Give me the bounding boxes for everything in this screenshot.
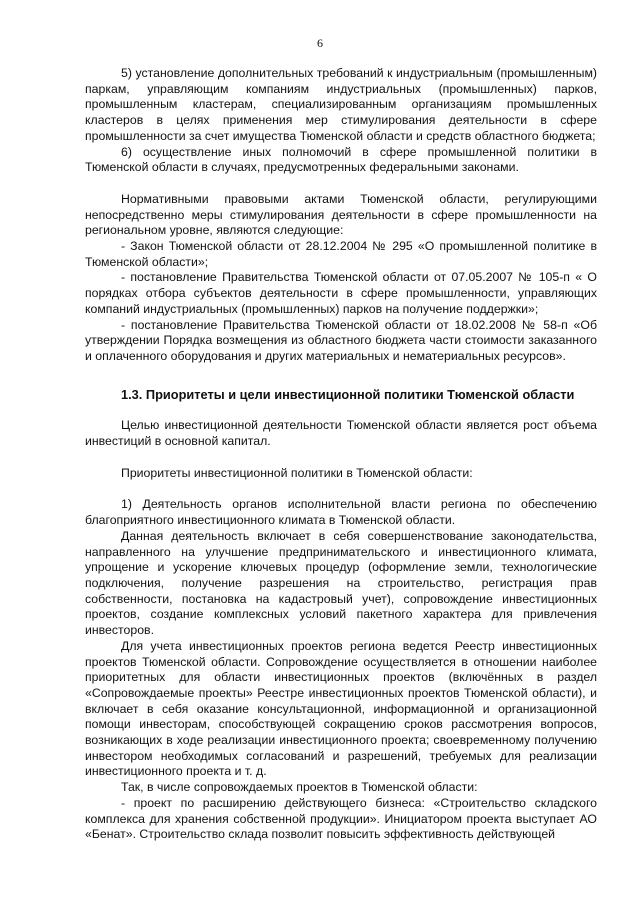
paragraph-projects-intro: Так, в числе сопровождаемых проектов в Тюменской области:: [121, 780, 478, 795]
paragraph-registry: Для учета инвестиционных проектов региона ведется Реестр инвестиционных проектов Тюменской области. Сопровождение осуществляется в отношении наиболее приоритетных для области инвестиционных проектов (включённых в раздел «Сопровождаемые проекты» Реестре инвестиционных проектов Тюменской области), и включает в себя оказание консультационной, информационной и организационной помощи инвесторам, способствующей сокращению сроков рассмотрения вопросов, возникающих в ходе реализации инвестиционного проекта; своевременному получению инвестором необходимых согласований и разрешений, требуемых для реализации инвестиционного проекта и т. д.: [85, 638, 597, 779]
paragraph-priority-1: 1) Деятельность органов исполнительной власти региона по обеспечению благоприятного инвестиционного климата в Тюменской области.: [85, 497, 597, 528]
paragraph-priorities-intro: Приоритеты инвестиционной политики в Тюменской области:: [121, 465, 473, 480]
list-item-resolution-58: - постановление Правительства Тюменской области от 18.02.2008 № 58-п «Об утверждении Порядка возмещения из областного бюджета части стоимости заказанного и оплаченного оборудования и других материальных и нематериальных ресурсов».: [85, 317, 597, 363]
paragraph-goal: Целью инвестиционной деятельности Тюменской области является рост объема инвестиций в основной капитал.: [85, 418, 597, 449]
paragraph-item-6: 6) осуществление иных полномочий в сфере промышленной политики в Тюменской области в случаях, предусмотренных федеральными законами.: [85, 144, 597, 175]
paragraph-project-benat: - проект по расширению действующего бизнеса: «Строительство складского комплекса для хранения собственной продукции». Инициатором проекта выступает АО «Бенат». Строительство склада позволит повысить эффективность действующей: [85, 795, 597, 842]
paragraph-activity: Данная деятельность включает в себя совершенствование законодательства, направленного на улучшение предпринимательского и инвестиционного климата, упрощение и ускорение ключевых процедур (оформление земли, технологические подключения, получение разрешения на строительство, регистрация прав собственности, постановка на кадастровый учет), сопровождение инвестиционных проектов, создание комплексных условий пакетного характера для привлечения инвесторов.: [85, 528, 597, 638]
list-item-law: - Закон Тюменской области от 28.12.2004 № 295 «О промышленной политике в Тюменской области»;: [85, 239, 597, 269]
paragraph-normative-acts: Нормативными правовыми актами Тюменской области, регулирующими непосредственно меры стимулирования деятельности в сфере промышленности на региональном уровне, являются следующие:: [85, 191, 597, 238]
paragraph-item-5: 5) установление дополнительных требований к индустриальным (промышленным) паркам, управляющим компаниям индустриальных (промышленных) парков, промышленным кластерам, специализированным организациям промышленных кластеров в целях применения мер стимулирования деятельности в сфере промышленности за счет имущества Тюменской области и средств областного бюджета;: [85, 66, 597, 143]
section-heading: 1.3. Приоритеты и цели инвестиционной политики Тюменской области: [121, 386, 575, 402]
page-number: 6: [317, 36, 323, 50]
list-item-resolution-105: - постановление Правительства Тюменской области от 07.05.2007 № 105-п « О порядках отбора субъектов деятельности в сфере промышленности, управляющих компаний индустриальных (промышленных) парков на получение поддержки»;: [85, 270, 597, 316]
document-body: [85, 66, 597, 843]
